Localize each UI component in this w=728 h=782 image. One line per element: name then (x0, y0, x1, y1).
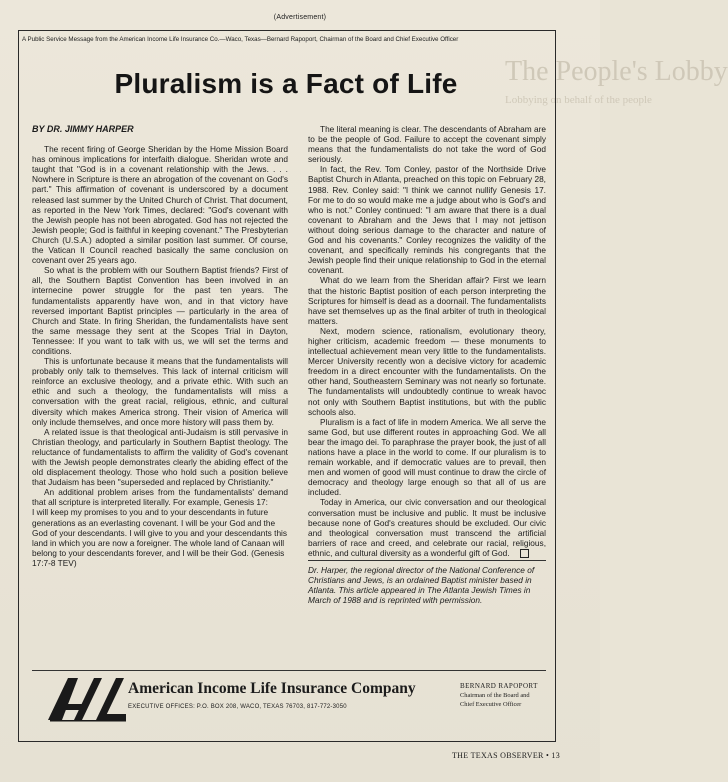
footer-divider (32, 670, 546, 671)
closing-paragraph-text: Today in America, our civic conversation and our theological conversation must be inclusive and public. It must be inclusive because none of God's creatures should be excluded. Our civic and theological conversation must transcend the artificial barriers of race and creed, and celebrate our racial, religious, ethnic, and cultural diversity as a wonderful gift of God. (308, 497, 546, 558)
scripture-quote: I will keep my promises to you and to your descendants in future generations as an everlasting covenant. I will be your God and the God of your descendants. I will give to you and your descendants this land in which you are now a foreigner. The whole land of Canaan will belong to your descendants forever, and I will be their God. (Genesis 17:7-8 TEV) (32, 507, 288, 568)
officer-block (460, 682, 550, 709)
company-name: American Income Life Insurance Company (128, 680, 416, 697)
right-paragraph-3: What do we learn from the Sheridan affair? First we learn that the historic Baptist position of each person interpreting the Scriptures for himself is dead as a doornail. The fundamentalists have set themselves up as the final arbiter of truth in theological matters. (308, 275, 546, 326)
author-note: Dr. Harper, the regional director of the National Conference of Christians and Jews, is an ordained Baptist minister based in Atlanta. This article appeared in The Atlanta Jewish Times in March of 1988 and is reprinted with permission. (308, 560, 546, 661)
article-left-column (32, 124, 288, 736)
officer-title-2: Chief Executive Officer (460, 701, 522, 708)
company-logo (44, 676, 128, 722)
right-paragraph-5: Pluralism is a fact of life in modern America. We all serve the same God, but use different routes in approaching God. We all bear the imago dei. To paraphrase the prayer book, the just of all nations have a place in the world to come. If our pluralism is to remain workable, and if democratic values are to prevail, then men and women of good will must continue to draw the circle of democracy and theology large enough so that all of us are included. (308, 416, 546, 498)
left-paragraph-2: So what is the problem with our Southern Baptist friends? First of all, the Southern Baptist Convention has been involved in an internecine power struggle for the past ten years. The fundamentalists apparently have won, and in that victory have reversed important Baptist principles — particularly in the area of Church and State. In firing Sheridan, the fundamentalists have sent the same message they sent at the Scopes Trial in Dayton, Tennessee: If you want to talk with us, we will set the terms and conditions. (32, 265, 288, 356)
executive-offices: EXECUTIVE OFFICES: P.O. BOX 208, WACO, TEXAS 76703, 817-772-3050 (128, 704, 347, 710)
show-through-line-2: Lobbying on behalf of the people (505, 94, 652, 106)
right-paragraph-1: The literal meaning is clear. The descendants of Abraham are to be the people of God. Failure to accept the covenant simply means that the fundamentalists do not take the word of God seriously. (308, 124, 546, 165)
left-paragraph-4: A related issue is that theological anti-Judaism is still pervasive in Christian theology, and particularly in Southern Baptist theology. The reluctance of fundamentalists to affirm the validity of God's covenant with the Jewish people demonstrates clearly the abiding effect of the old displacement theology. Those who hold such a position believe that Judaism has been "superseded and replaced by Christianity." (32, 426, 288, 488)
left-paragraph-3: This is unfortunate because it means that the fundamentalists will probably only talk to themselves. This lack of internal criticism will reinforce an exclusive theology, and a private ethic. With such an ethic and such a theology, the fundamentalists will miss a conversation with the great racial, religious, ethnic, and cultural diversity which makes America strong. Their vision of America will only include themselves, and once more history will pass them by. (32, 356, 288, 427)
public-service-line: A Public Service Message from the American Income Life Insurance Co.—Waco, Texas—Bernard Rapoport, Chairman of the Board and Chief Executive Officer (22, 36, 459, 43)
byline: BY DR. JIMMY HARPER (32, 124, 134, 134)
officer-title-1: Chairman of the Board and (460, 692, 530, 699)
right-paragraph-4: Next, modern science, rationalism, evolutionary theory, higher criticism, academic freedom — these monuments to intellectual achievement mean very little to the fundamentalists. Mercer University recently won a decisive victory for academic freedom in a direct encounter with the fundamentalists. On the other hand, Southeastern Seminary was not nearly so fortunate. The fundamentalists will undoubtedly continue to wreak havoc not only with Southern Baptist institutions, but with the public schools also. (308, 325, 546, 417)
end-mark-icon (520, 549, 529, 558)
right-paragraph-6 (308, 497, 546, 558)
article-title: Pluralism is a Fact of Life (114, 68, 458, 99)
show-through-line-1: The People's Lobby (505, 56, 728, 87)
advertisement-label: (Advertisement) (273, 14, 327, 21)
page-footer: THE TEXAS OBSERVER • 13 (451, 751, 560, 760)
officer-name: BERNARD RAPOPORT (460, 682, 538, 690)
right-paragraph-2: In fact, the Rev. Tom Conley, pastor of the Northside Drive Baptist Church in Atlanta, preached on this topic on February 28, 1988. Rev. Conley said: "I think we cannot nullify Genesis 17. For me to do so would make me a judge about who is God's and who is not." Conley continued: "I am aware that there is a dual covenant to Abraham and the Jews that I may not jettison without doing serious damage to the character and nature of God and his covenants." Conley recognizes the validity of the covenant, and specifically reminds his congregants that the Jewish people find their unique relationship to God in the eternal covenant. (308, 164, 546, 276)
left-paragraph-5: An additional problem arises from the fundamentalists' demand that all scripture is interpreted literally. For example, Genesis 17: (32, 487, 288, 508)
left-paragraph-1: The recent firing of George Sheridan by the Home Mission Board has ominous implications for interfaith dialogue. Sheridan wrote and taught that "God is in a covenant relationship with the Jews. . . . Nowhere in Scripture is there an abrogation of the covenant on God's part." This affirmation of covenant is underscored by a document released last summer by the United Church of Christ. That document, as reported in the New York Times, declared: "God's covenant with the Jewish people has not been abrogated. God has not rejected the Jewish people; God is faithful in keeping covenant." The Presbyterian Church (U.S.A.) adopted a similar position last summer. Of course, the Vatican II Council reached basically the same conclusion on covenant over 25 years ago. (32, 144, 288, 266)
